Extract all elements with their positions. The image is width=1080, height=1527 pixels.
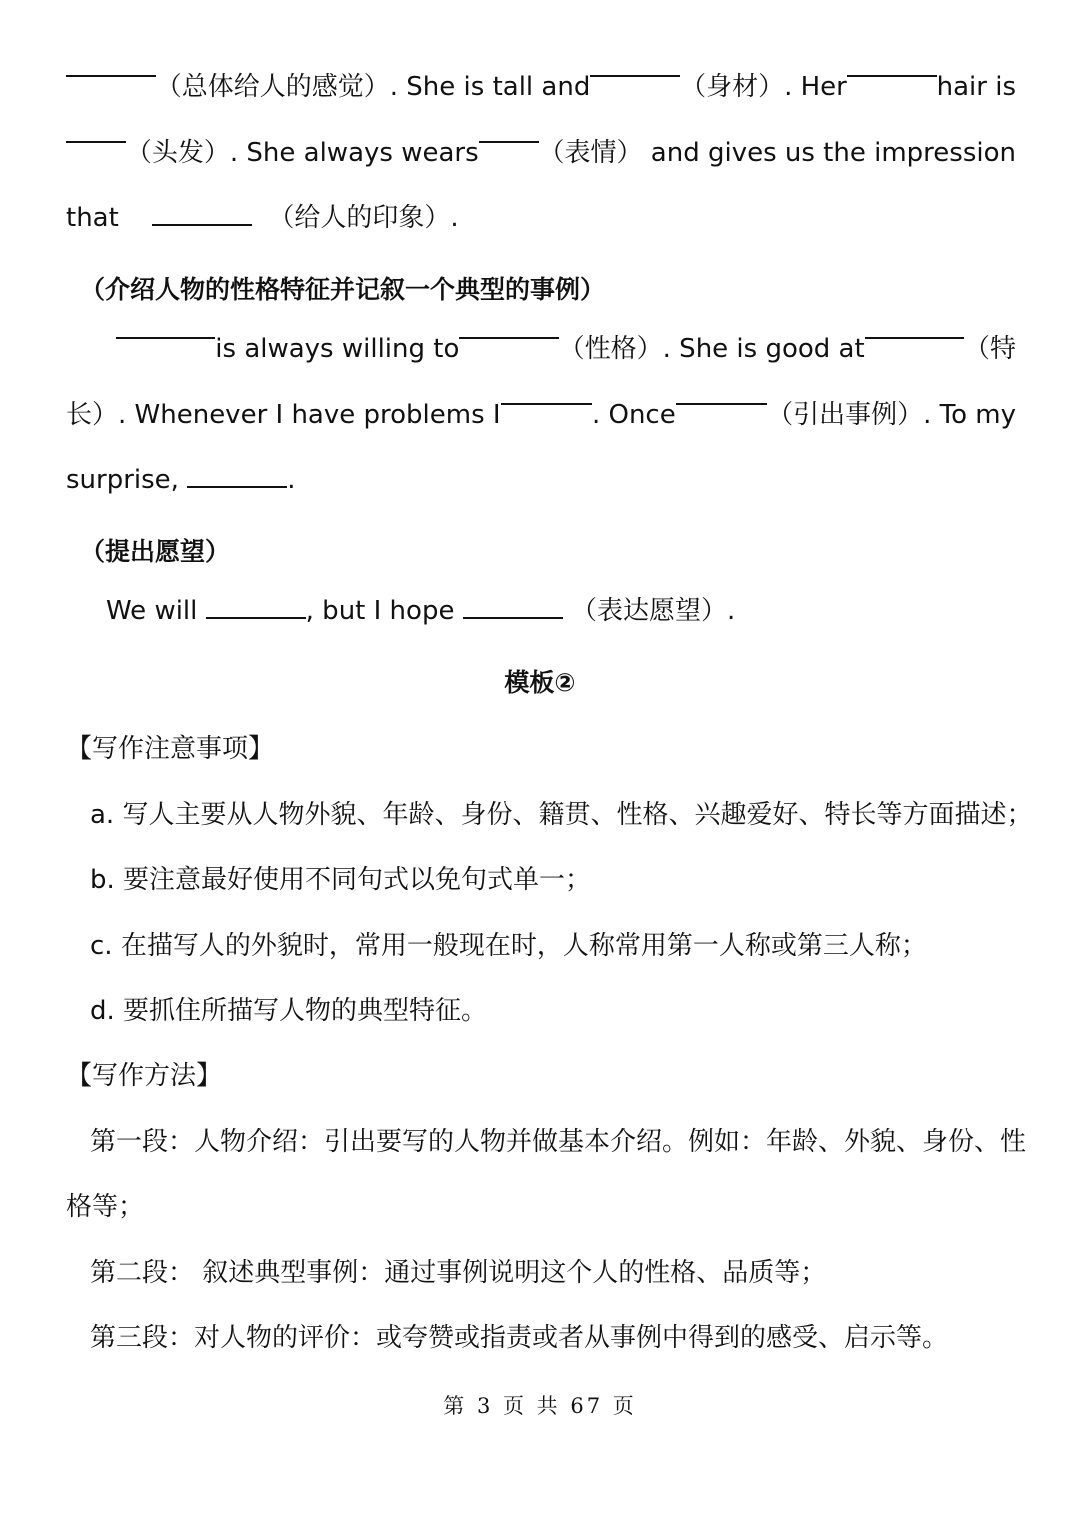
- blank[interactable]: [206, 616, 306, 619]
- blank[interactable]: [847, 74, 937, 77]
- paragraph-2-line-2: [66, 402, 1016, 428]
- method-paragraph-1-line-1: 第一段：人物介绍：引出要写的人物并做基本介绍。例如：年龄、外貌、身份、性: [90, 1127, 1027, 1157]
- text-segment: .: [287, 465, 296, 495]
- note-item: c. 在描写人的外貌时，常用一般现在时，人称常用第一人称或第三人称；: [90, 931, 927, 961]
- paragraph-2-line-1: [116, 336, 1016, 362]
- blank[interactable]: [459, 336, 558, 339]
- paragraph-1-line-1: [66, 74, 1016, 100]
- text-segment: is always willing to: [215, 334, 460, 364]
- method-paragraph-3: 第三段：对人物的评价：或夸赞或指责或者从事例中得到的感受、启示等。: [90, 1323, 949, 1353]
- blank[interactable]: [676, 402, 767, 405]
- text-segment: （总体给人的感觉）. She is tall and: [155, 72, 591, 102]
- text-segment: , but I hope: [305, 596, 455, 626]
- text-segment: （给人的印象）.: [268, 203, 459, 233]
- text-segment: （头发）. She always wears: [125, 138, 479, 168]
- blank[interactable]: [590, 74, 680, 77]
- section-heading-personality: （介绍人物的性格特征并记叙一个典型的事例）: [80, 275, 606, 304]
- notes-heading: 【写作注意事项】: [66, 734, 275, 764]
- text-segment: （性格）. She is good at: [558, 334, 865, 364]
- method-paragraph-1-line-2: 格等；: [66, 1192, 145, 1222]
- text-segment: that: [66, 203, 119, 233]
- template-2-title: 模板②: [504, 668, 576, 697]
- section-heading-wish: （提出愿望）: [80, 537, 231, 566]
- note-item: d. 要抓住所描写人物的典型特征。: [90, 996, 488, 1026]
- paragraph-1-line-3: [66, 205, 459, 231]
- blank[interactable]: [152, 223, 252, 226]
- text-segment: . Once: [591, 400, 676, 430]
- text-segment: （引出事例）. To my: [767, 400, 1016, 430]
- blank[interactable]: [501, 402, 592, 405]
- text-segment: surprise,: [66, 465, 179, 495]
- blank[interactable]: [116, 336, 215, 339]
- paragraph-3: [106, 598, 735, 624]
- blank[interactable]: [66, 74, 156, 77]
- blank[interactable]: [463, 616, 563, 619]
- blank[interactable]: [865, 336, 964, 339]
- blank[interactable]: [479, 140, 539, 143]
- method-paragraph-2: 第二段： 叙述典型事例：通过事例说明这个人的性格、品质等；: [90, 1258, 827, 1288]
- note-item: b. 要注意最好使用不同句式以免句式单一；: [90, 865, 592, 895]
- method-heading: 【写作方法】: [66, 1061, 223, 1091]
- blank[interactable]: [187, 485, 287, 488]
- text-segment: We will: [106, 596, 198, 626]
- note-item: a. 写人主要从人物外貌、年龄、身份、籍贯、性格、兴趣爱好、特长等方面描述；: [90, 800, 1033, 830]
- text-segment: 长）. Whenever I have problems I: [66, 400, 501, 430]
- page-footer: 第 3 页 共 67 页: [443, 1394, 637, 1418]
- text-segment: hair is: [936, 72, 1016, 102]
- paragraph-1-line-2: [66, 140, 1016, 166]
- text-segment: （表达愿望）.: [570, 596, 736, 626]
- text-segment: （表情） and gives us the impression: [538, 138, 1016, 168]
- text-segment: （特: [963, 334, 1016, 364]
- paragraph-2-line-3: [66, 467, 295, 493]
- blank[interactable]: [66, 140, 126, 143]
- text-segment: （身材）. Her: [680, 72, 847, 102]
